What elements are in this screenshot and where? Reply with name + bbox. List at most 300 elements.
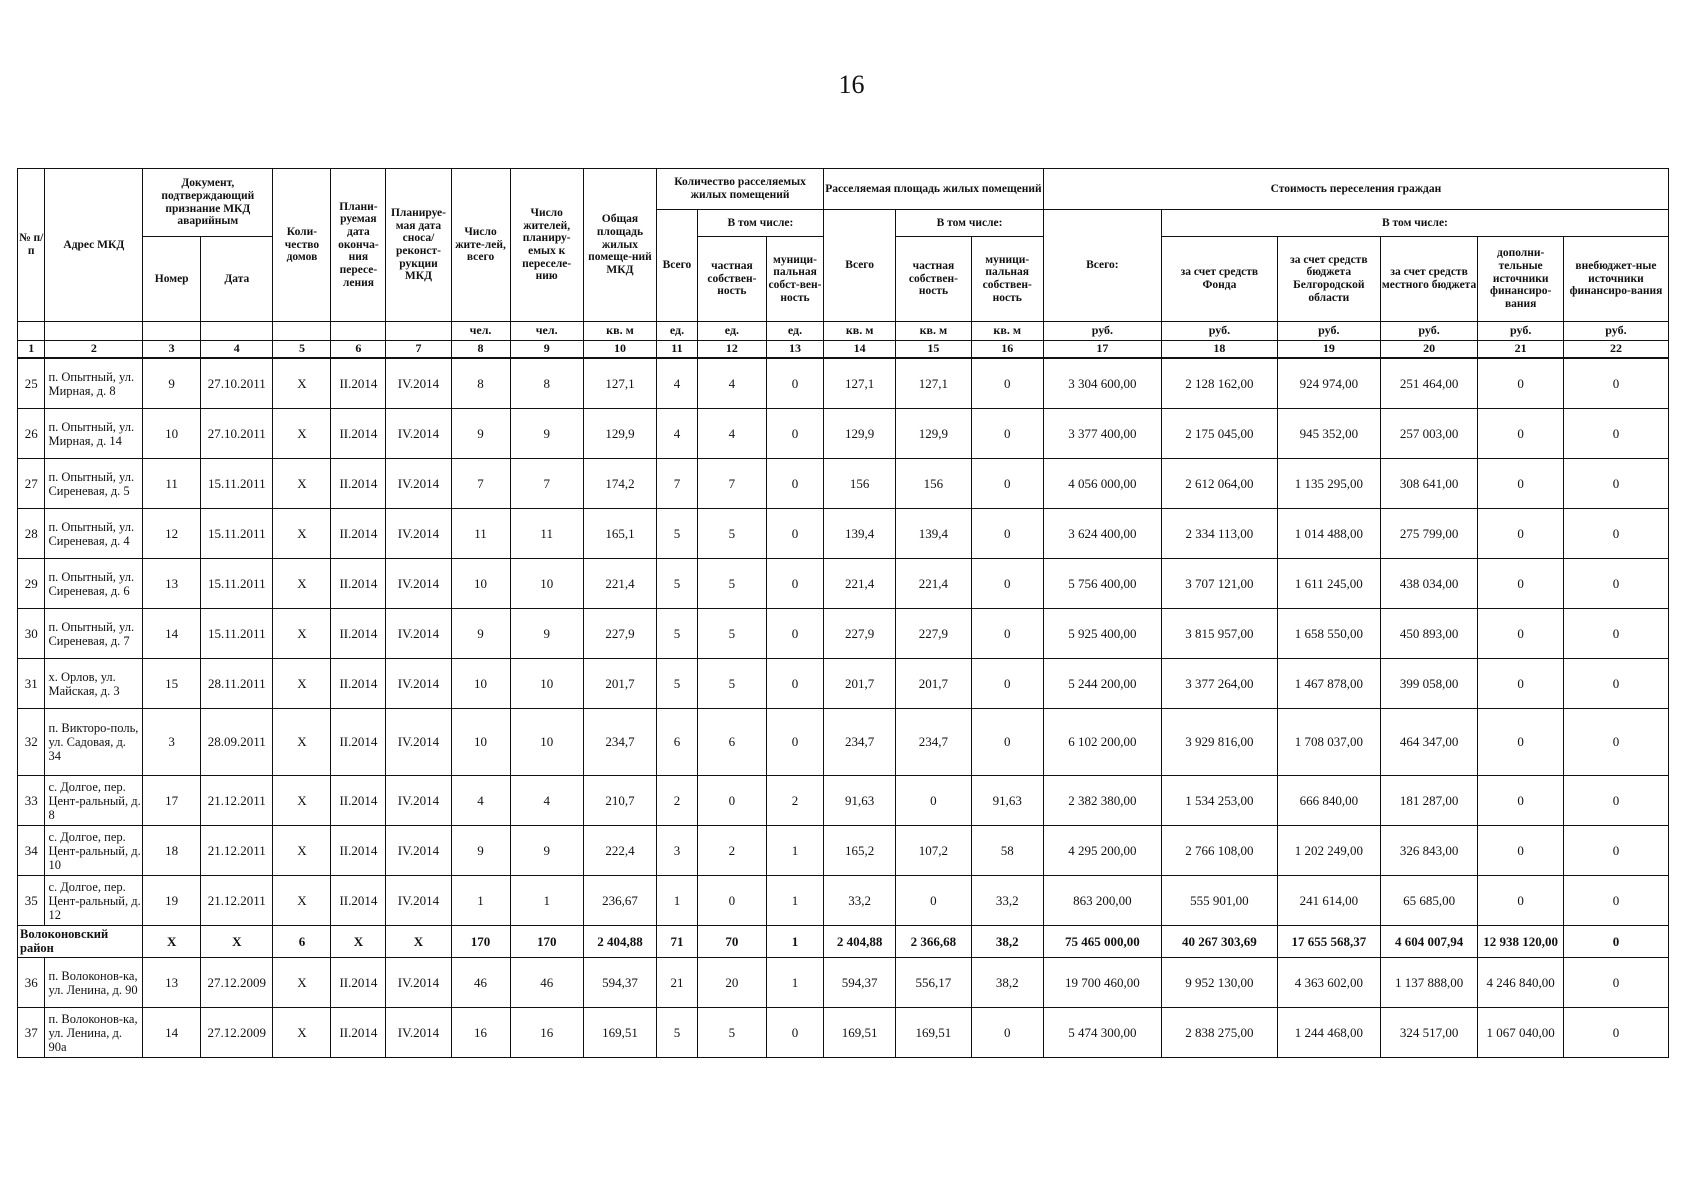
cost-additional-header: дополни-тельные источники финансиро-вания <box>1478 237 1563 322</box>
column-number-cell: 1 <box>18 341 45 359</box>
doc-number-cell: 3 <box>143 709 201 776</box>
resettle-end-cell: II.2014 <box>331 609 386 659</box>
rooms-private-cell: 5 <box>697 509 766 559</box>
row-number-cell: 34 <box>18 826 45 876</box>
cost-total-cell: 5 474 300,00 <box>1043 1008 1161 1058</box>
cost-region-cell: 1 658 550,00 <box>1277 609 1380 659</box>
area-municipal-cell: 0 <box>971 459 1043 509</box>
cost-total-cell: 3 304 600,00 <box>1043 358 1161 409</box>
rooms-private-cell: 5 <box>697 559 766 609</box>
rooms-private-cell: 4 <box>697 409 766 459</box>
rooms-municipal-cell: 0 <box>767 709 824 776</box>
cost-additional-cell: 0 <box>1478 826 1563 876</box>
row-number-cell: 32 <box>18 709 45 776</box>
unit-cell: кв. м <box>824 322 896 341</box>
cost-local-cell: 257 003,00 <box>1380 409 1478 459</box>
area-total-cell: 165,2 <box>824 826 896 876</box>
row-number-cell: 31 <box>18 659 45 709</box>
area-private-cell: 129,9 <box>896 409 971 459</box>
cost-local-cell: 450 893,00 <box>1380 609 1478 659</box>
district-cost-local-cell: 4 604 007,94 <box>1380 926 1478 958</box>
cost-fund-cell: 2 175 045,00 <box>1161 409 1277 459</box>
cost-additional-cell: 0 <box>1478 358 1563 409</box>
total-area-cell: 201,7 <box>583 659 656 709</box>
unit-cell: ед. <box>657 322 698 341</box>
cost-region-cell: 1 014 488,00 <box>1277 509 1380 559</box>
cost-local-cell: 308 641,00 <box>1380 459 1478 509</box>
cost-additional-cell: 0 <box>1478 776 1563 826</box>
houses-count-cell: X <box>273 776 331 826</box>
cost-region-cell: 1 135 295,00 <box>1277 459 1380 509</box>
table-row <box>18 958 1669 1008</box>
houses-count-cell: X <box>273 659 331 709</box>
row-number-cell: 35 <box>18 876 45 926</box>
residents-planned-cell: 10 <box>510 709 583 776</box>
cost-total-cell: 5 244 200,00 <box>1043 659 1161 709</box>
doc-date-cell: 27.12.2009 <box>201 1008 273 1058</box>
area-private-cell: 156 <box>896 459 971 509</box>
cost-total-cell: 3 377 400,00 <box>1043 409 1161 459</box>
col-houses-header: Коли-чество домов <box>273 169 331 322</box>
doc-number-cell: 14 <box>143 1008 201 1058</box>
houses-count-cell: X <box>273 559 331 609</box>
doc-date-cell: 15.11.2011 <box>201 459 273 509</box>
total-area-cell: 236,67 <box>583 876 656 926</box>
area-private-cell: 556,17 <box>896 958 971 1008</box>
area-total-cell: 139,4 <box>824 509 896 559</box>
area-private-cell: 221,4 <box>896 559 971 609</box>
district-cost-additional-cell: 12 938 120,00 <box>1478 926 1563 958</box>
demolition-date-cell: IV.2014 <box>386 459 451 509</box>
cost-offbudget-cell: 0 <box>1563 509 1668 559</box>
residents-cell: 10 <box>451 709 510 776</box>
unit-cell: ед. <box>697 322 766 341</box>
address-cell: п. Опытный, ул. Сиреневая, д. 6 <box>45 559 143 609</box>
rooms-total-cell: 5 <box>657 1008 698 1058</box>
cost-additional-cell: 0 <box>1478 509 1563 559</box>
area-municipal-cell: 0 <box>971 509 1043 559</box>
residents-cell: 9 <box>451 826 510 876</box>
district-demolition-date-cell: X <box>386 926 451 958</box>
resettle-end-cell: II.2014 <box>331 659 386 709</box>
cost-additional-cell: 4 246 840,00 <box>1478 958 1563 1008</box>
area-municipal-cell: 38,2 <box>971 958 1043 1008</box>
cost-additional-cell: 0 <box>1478 409 1563 459</box>
residents-cell: 8 <box>451 358 510 409</box>
doc-date-cell: 27.10.2011 <box>201 409 273 459</box>
cost-offbudget-cell: 0 <box>1563 409 1668 459</box>
total-area-cell: 594,37 <box>583 958 656 1008</box>
demolition-date-cell: IV.2014 <box>386 509 451 559</box>
resettle-end-cell: II.2014 <box>331 358 386 409</box>
residents-planned-cell: 1 <box>510 876 583 926</box>
cost-additional-cell: 0 <box>1478 709 1563 776</box>
cost-region-cell: 1 202 249,00 <box>1277 826 1380 876</box>
unit-cell: руб. <box>1043 322 1161 341</box>
area-municipal-cell: 33,2 <box>971 876 1043 926</box>
resettle-end-cell: II.2014 <box>331 509 386 559</box>
doc-date-cell: 21.12.2011 <box>201 826 273 876</box>
resettle-end-cell: II.2014 <box>331 1008 386 1058</box>
col-address-header: Адрес МКД <box>45 169 143 322</box>
cost-total-cell: 4 056 000,00 <box>1043 459 1161 509</box>
area-private-cell: 234,7 <box>896 709 971 776</box>
cost-local-cell: 275 799,00 <box>1380 509 1478 559</box>
area-municipal-cell: 0 <box>971 659 1043 709</box>
district-doc-date-cell: X <box>201 926 273 958</box>
cost-fund-cell: 3 929 816,00 <box>1161 709 1277 776</box>
houses-count-cell: X <box>273 459 331 509</box>
unit-cell: кв. м <box>896 322 971 341</box>
rooms-total-cell: 5 <box>657 659 698 709</box>
area-municipal-header: муници-пальная собствен-ность <box>971 237 1043 322</box>
rooms-total-header: Всего <box>657 210 698 322</box>
area-total-cell: 129,9 <box>824 409 896 459</box>
area-private-cell: 0 <box>896 776 971 826</box>
demolition-date-cell: IV.2014 <box>386 958 451 1008</box>
district-cost-fund-cell: 40 267 303,69 <box>1161 926 1277 958</box>
district-rooms-municipal-cell: 1 <box>767 926 824 958</box>
rooms-private-cell: 7 <box>697 459 766 509</box>
cost-local-cell: 399 058,00 <box>1380 659 1478 709</box>
total-area-cell: 129,9 <box>583 409 656 459</box>
area-group-header: Расселяемая площадь жилых помещений <box>824 169 1044 210</box>
col-num-header: № п/п <box>18 169 45 322</box>
unit-cell: руб. <box>1380 322 1478 341</box>
cost-offbudget-cell: 0 <box>1563 609 1668 659</box>
houses-count-cell: X <box>273 409 331 459</box>
rooms-municipal-cell: 0 <box>767 1008 824 1058</box>
column-number-cell: 21 <box>1478 341 1563 359</box>
resettle-end-cell: II.2014 <box>331 958 386 1008</box>
column-number-cell: 8 <box>451 341 510 359</box>
area-municipal-cell: 0 <box>971 709 1043 776</box>
cost-local-cell: 464 347,00 <box>1380 709 1478 776</box>
rooms-private-cell: 5 <box>697 1008 766 1058</box>
doc-number-cell: 10 <box>143 409 201 459</box>
cost-region-header: за счет средств бюджета Белгородской области <box>1277 237 1380 322</box>
cost-offbudget-cell: 0 <box>1563 358 1668 409</box>
doc-date-cell: 27.12.2009 <box>201 958 273 1008</box>
unit-cell: руб. <box>1161 322 1277 341</box>
table-body <box>18 358 1669 1058</box>
unit-cell: чел. <box>451 322 510 341</box>
doc-date-cell: 21.12.2011 <box>201 776 273 826</box>
residents-cell: 46 <box>451 958 510 1008</box>
address-cell: п. Опытный, ул. Сиреневая, д. 4 <box>45 509 143 559</box>
total-area-cell: 210,7 <box>583 776 656 826</box>
doc-date-cell: 21.12.2011 <box>201 876 273 926</box>
cost-region-cell: 1 244 468,00 <box>1277 1008 1380 1058</box>
address-cell: п. Опытный, ул. Мирная, д. 8 <box>45 358 143 409</box>
cost-group-header: Стоимость переселения граждан <box>1043 169 1668 210</box>
doc-number-cell: 12 <box>143 509 201 559</box>
district-area-municipal-cell: 38,2 <box>971 926 1043 958</box>
cost-offbudget-cell: 0 <box>1563 776 1668 826</box>
cost-additional-cell: 0 <box>1478 609 1563 659</box>
rooms-total-cell: 7 <box>657 459 698 509</box>
rooms-total-cell: 1 <box>657 876 698 926</box>
row-number-cell: 36 <box>18 958 45 1008</box>
table-row <box>18 459 1669 509</box>
resettle-end-cell: II.2014 <box>331 776 386 826</box>
rooms-municipal-header: муници-пальная собст-вен-ность <box>767 237 824 322</box>
rooms-private-cell: 6 <box>697 709 766 776</box>
table-row <box>18 776 1669 826</box>
rooms-private-cell: 5 <box>697 609 766 659</box>
unit-cell: руб. <box>1478 322 1563 341</box>
cost-region-cell: 945 352,00 <box>1277 409 1380 459</box>
address-cell: с. Долгое, пер. Цент-ральный, д. 8 <box>45 776 143 826</box>
area-municipal-cell: 0 <box>971 609 1043 659</box>
area-total-cell: 201,7 <box>824 659 896 709</box>
doc-date-cell: 28.11.2011 <box>201 659 273 709</box>
demolition-date-cell: IV.2014 <box>386 876 451 926</box>
cost-total-cell: 4 295 200,00 <box>1043 826 1161 876</box>
houses-count-cell: X <box>273 709 331 776</box>
residents-planned-cell: 46 <box>510 958 583 1008</box>
cost-local-cell: 438 034,00 <box>1380 559 1478 609</box>
cost-fund-cell: 9 952 130,00 <box>1161 958 1277 1008</box>
district-cost-region-cell: 17 655 568,37 <box>1277 926 1380 958</box>
table-row <box>18 826 1669 876</box>
address-cell: п. Опытный, ул. Сиреневая, д. 7 <box>45 609 143 659</box>
doc-date-cell: 15.11.2011 <box>201 559 273 609</box>
rooms-municipal-cell: 1 <box>767 826 824 876</box>
rooms-municipal-cell: 0 <box>767 559 824 609</box>
column-number-cell: 15 <box>896 341 971 359</box>
cost-total-cell: 3 624 400,00 <box>1043 509 1161 559</box>
rooms-total-cell: 6 <box>657 709 698 776</box>
total-area-cell: 227,9 <box>583 609 656 659</box>
column-numbers-row <box>18 341 1669 359</box>
district-total-row <box>18 926 1669 958</box>
total-area-cell: 221,4 <box>583 559 656 609</box>
residents-planned-cell: 9 <box>510 409 583 459</box>
area-total-cell: 127,1 <box>824 358 896 409</box>
cost-offbudget-cell: 0 <box>1563 659 1668 709</box>
residents-cell: 11 <box>451 509 510 559</box>
houses-count-cell: X <box>273 958 331 1008</box>
cost-local-cell: 65 685,00 <box>1380 876 1478 926</box>
resettlement-table <box>17 168 1669 1058</box>
unit-cell: руб. <box>1563 322 1668 341</box>
cost-fund-cell: 555 901,00 <box>1161 876 1277 926</box>
col-demolition-header: Планируе-мая дата сноса/ реконст-рукции МКД <box>386 169 451 322</box>
cost-offbudget-cell: 0 <box>1563 958 1668 1008</box>
column-number-cell: 12 <box>697 341 766 359</box>
rooms-private-cell: 5 <box>697 659 766 709</box>
district-rooms-total-cell: 71 <box>657 926 698 958</box>
total-area-cell: 169,51 <box>583 1008 656 1058</box>
area-total-cell: 221,4 <box>824 559 896 609</box>
area-total-header: Всего <box>824 210 896 322</box>
rooms-total-cell: 2 <box>657 776 698 826</box>
row-number-cell: 29 <box>18 559 45 609</box>
resettle-end-cell: II.2014 <box>331 559 386 609</box>
row-number-cell: 27 <box>18 459 45 509</box>
area-total-cell: 169,51 <box>824 1008 896 1058</box>
doc-number-cell: 17 <box>143 776 201 826</box>
resettle-end-cell: II.2014 <box>331 826 386 876</box>
demolition-date-cell: IV.2014 <box>386 409 451 459</box>
row-number-cell: 26 <box>18 409 45 459</box>
cost-offbudget-header: внебюджет-ные источники финансиро-вания <box>1563 237 1668 322</box>
cost-local-cell: 181 287,00 <box>1380 776 1478 826</box>
rooms-municipal-cell: 0 <box>767 609 824 659</box>
table-row <box>18 409 1669 459</box>
address-cell: с. Долгое, пер. Цент-ральный, д. 10 <box>45 826 143 876</box>
col-total-area-header: Общая площадь жилых помеще-ний МКД <box>583 169 656 322</box>
address-cell: с. Долгое, пер. Цент-ральный, д. 12 <box>45 876 143 926</box>
table-row <box>18 1008 1669 1058</box>
cost-fund-cell: 2 612 064,00 <box>1161 459 1277 509</box>
doc-number-cell: 11 <box>143 459 201 509</box>
cost-total-cell: 6 102 200,00 <box>1043 709 1161 776</box>
cost-additional-cell: 0 <box>1478 876 1563 926</box>
table-row <box>18 876 1669 926</box>
rooms-municipal-cell: 0 <box>767 358 824 409</box>
rooms-municipal-cell: 2 <box>767 776 824 826</box>
resettle-end-cell: II.2014 <box>331 409 386 459</box>
district-houses-count-cell: 6 <box>273 926 331 958</box>
column-number-cell: 16 <box>971 341 1043 359</box>
doc-number-cell: 13 <box>143 559 201 609</box>
cost-local-cell: 326 843,00 <box>1380 826 1478 876</box>
doc-date-cell: 15.11.2011 <box>201 609 273 659</box>
doc-number-cell: 19 <box>143 876 201 926</box>
resettle-end-cell: II.2014 <box>331 709 386 776</box>
rooms-private-cell: 0 <box>697 776 766 826</box>
doc-number-cell: 15 <box>143 659 201 709</box>
demolition-date-cell: IV.2014 <box>386 709 451 776</box>
rooms-total-cell: 5 <box>657 609 698 659</box>
doc-number-cell: 9 <box>143 358 201 409</box>
rooms-private-header: частная собствен-ность <box>697 237 766 322</box>
column-number-cell: 7 <box>386 341 451 359</box>
area-including-header: В том числе: <box>896 210 1044 237</box>
houses-count-cell: X <box>273 358 331 409</box>
cost-region-cell: 4 363 602,00 <box>1277 958 1380 1008</box>
table-row <box>18 358 1669 409</box>
houses-count-cell: X <box>273 826 331 876</box>
area-municipal-cell: 0 <box>971 409 1043 459</box>
cost-fund-cell: 2 334 113,00 <box>1161 509 1277 559</box>
column-number-cell: 13 <box>767 341 824 359</box>
residents-cell: 1 <box>451 876 510 926</box>
cost-region-cell: 924 974,00 <box>1277 358 1380 409</box>
demolition-date-cell: IV.2014 <box>386 1008 451 1058</box>
unit-cell: кв. м <box>971 322 1043 341</box>
col-residents-planned-header: Число жителей, планиру-емых к переселе-нию <box>510 169 583 322</box>
doc-date-cell: 15.11.2011 <box>201 509 273 559</box>
page-number: 16 <box>838 70 865 99</box>
area-total-cell: 594,37 <box>824 958 896 1008</box>
rooms-municipal-cell: 0 <box>767 409 824 459</box>
rooms-municipal-cell: 0 <box>767 659 824 709</box>
column-number-cell: 18 <box>1161 341 1277 359</box>
cost-additional-cell: 0 <box>1478 459 1563 509</box>
cost-additional-cell: 0 <box>1478 659 1563 709</box>
rooms-municipal-cell: 1 <box>767 958 824 1008</box>
residents-planned-cell: 11 <box>510 509 583 559</box>
residents-planned-cell: 10 <box>510 659 583 709</box>
col-residents-header: Число жите-лей, всего <box>451 169 510 322</box>
total-area-cell: 174,2 <box>583 459 656 509</box>
district-resettle-end-cell: X <box>331 926 386 958</box>
cost-fund-cell: 1 534 253,00 <box>1161 776 1277 826</box>
rooms-including-header: В том числе: <box>697 210 823 237</box>
area-municipal-cell: 0 <box>971 358 1043 409</box>
area-private-cell: 0 <box>896 876 971 926</box>
cost-fund-header: за счет средств Фонда <box>1161 237 1277 322</box>
demolition-date-cell: IV.2014 <box>386 776 451 826</box>
column-number-cell: 14 <box>824 341 896 359</box>
rooms-total-cell: 5 <box>657 509 698 559</box>
cost-region-cell: 1 611 245,00 <box>1277 559 1380 609</box>
district-residents-planned-cell: 170 <box>510 926 583 958</box>
area-total-cell: 227,9 <box>824 609 896 659</box>
address-cell: п. Опытный, ул. Сиреневая, д. 5 <box>45 459 143 509</box>
column-number-cell: 10 <box>583 341 656 359</box>
rooms-private-cell: 20 <box>697 958 766 1008</box>
cost-fund-cell: 2 766 108,00 <box>1161 826 1277 876</box>
rooms-private-cell: 4 <box>697 358 766 409</box>
column-number-cell: 9 <box>510 341 583 359</box>
table-row <box>18 609 1669 659</box>
doc-number-header: Номер <box>143 237 201 322</box>
area-private-cell: 227,9 <box>896 609 971 659</box>
area-private-cell: 201,7 <box>896 659 971 709</box>
address-cell: п. Волоконов-ка, ул. Ленина, д. 90а <box>45 1008 143 1058</box>
area-private-cell: 107,2 <box>896 826 971 876</box>
rooms-municipal-cell: 0 <box>767 459 824 509</box>
row-number-cell: 33 <box>18 776 45 826</box>
row-number-cell: 30 <box>18 609 45 659</box>
cost-fund-cell: 3 815 957,00 <box>1161 609 1277 659</box>
rooms-private-cell: 2 <box>697 826 766 876</box>
rooms-total-cell: 21 <box>657 958 698 1008</box>
district-name-cell: Волоконовский район <box>18 926 143 958</box>
total-area-cell: 234,7 <box>583 709 656 776</box>
doc-date-cell: 28.09.2011 <box>201 709 273 776</box>
area-total-cell: 91,63 <box>824 776 896 826</box>
cost-fund-cell: 3 707 121,00 <box>1161 559 1277 609</box>
address-cell: п. Волоконов-ка, ул. Ленина, д. 90 <box>45 958 143 1008</box>
cost-local-cell: 324 517,00 <box>1380 1008 1478 1058</box>
cost-local-header: за счет средств местного бюджета <box>1380 237 1478 322</box>
cost-offbudget-cell: 0 <box>1563 559 1668 609</box>
district-area-private-cell: 2 366,68 <box>896 926 971 958</box>
area-municipal-cell: 58 <box>971 826 1043 876</box>
column-number-cell: 20 <box>1380 341 1478 359</box>
cost-total-header: Всего: <box>1043 210 1161 322</box>
rooms-group-header: Количество расселяемых жилых помещений <box>657 169 824 210</box>
rooms-municipal-cell: 0 <box>767 509 824 559</box>
rooms-private-cell: 0 <box>697 876 766 926</box>
column-number-cell: 3 <box>143 341 201 359</box>
column-number-cell: 22 <box>1563 341 1668 359</box>
cost-local-cell: 1 137 888,00 <box>1380 958 1478 1008</box>
residents-cell: 10 <box>451 659 510 709</box>
row-number-cell: 25 <box>18 358 45 409</box>
demolition-date-cell: IV.2014 <box>386 659 451 709</box>
residents-planned-cell: 9 <box>510 609 583 659</box>
table-row <box>18 659 1669 709</box>
residents-cell: 4 <box>451 776 510 826</box>
district-cost-total-cell: 75 465 000,00 <box>1043 926 1161 958</box>
cost-local-cell: 251 464,00 <box>1380 358 1478 409</box>
